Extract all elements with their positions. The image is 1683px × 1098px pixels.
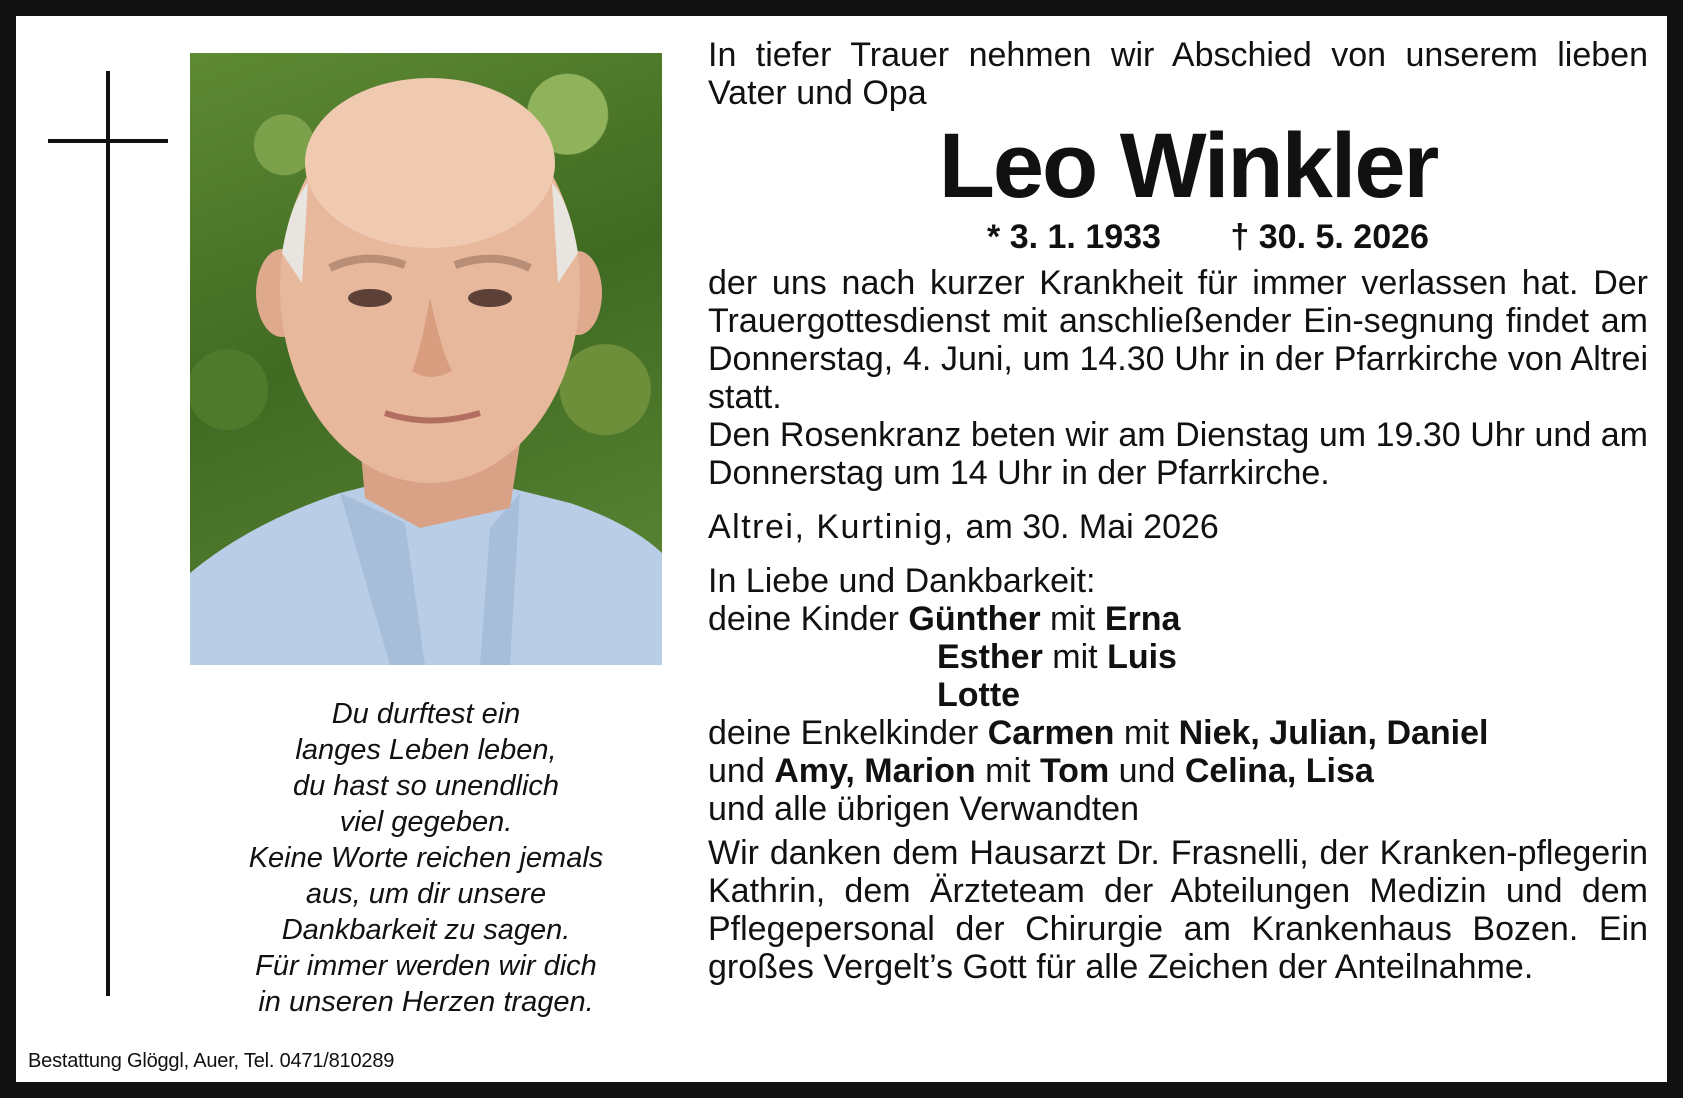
children-line: Esther mit Luis: [937, 638, 1177, 676]
children-line: deine Kinder Günther mit Erna: [708, 600, 1181, 638]
poem-line: Dankbarkeit zu sagen.: [281, 914, 571, 946]
poem-line: Du durftest ein: [331, 698, 521, 730]
poem-line: aus, um dir unsere: [305, 878, 547, 910]
relatives-line: und alle übrigen Verwandten: [708, 790, 1139, 828]
grandchildren-line: und Amy, Marion mit Tom und Celina, Lisa: [708, 752, 1374, 790]
poem-line: viel gegeben.: [339, 806, 513, 838]
place-date: [708, 508, 1648, 546]
thanks-paragraph: Wir danken dem Hausarzt Dr. Frasnelli, der Kranken-pflegerin Kathrin, dem Ärzteteam der Abteilungen Medizin und dem Pflegepersonal der Chirurgie am Krankenhaus Bozen. Ein großes Vergelt’s Gott für alle Zeichen der Anteilnahme.: [708, 834, 1648, 986]
cross-icon-bar: [48, 139, 168, 143]
place: Altrei, Kurtinig,: [708, 508, 955, 546]
poem-line: langes Leben leben,: [295, 734, 557, 766]
mourners-heading: In Liebe und Dankbarkeit:: [708, 562, 1096, 600]
obituary-card: [16, 16, 1667, 1082]
poem-line: Für immer werden wir dich: [255, 950, 597, 982]
mourners-list: [708, 562, 1648, 828]
birth-date: * 3. 1. 1933: [987, 218, 1161, 256]
rosary-paragraph: Den Rosenkranz beten wir am Dienstag um 19.30 Uhr und am Donnerstag um 14 Uhr in der Pfarrkirche.: [708, 416, 1648, 492]
cross-icon: [106, 71, 110, 996]
death-date: † 30. 5. 2026: [1230, 218, 1429, 256]
poem-line: Keine Worte reichen jemals: [248, 842, 604, 874]
life-dates: [708, 218, 1648, 256]
date: am 30. Mai 2026: [965, 508, 1219, 546]
deceased-name: Leo Winkler: [938, 115, 1438, 217]
poem: [190, 696, 662, 1020]
portrait-photo: [190, 53, 662, 665]
children-line: Lotte: [937, 676, 1021, 714]
obituary-text: [708, 36, 1648, 986]
announcement-paragraph: der uns nach kurzer Krankheit für immer verlassen hat. Der Trauergottesdienst mit anschließender Ein-segnung findet am Donnerstag, 4. Juni, um 14.30 Uhr in der Pfarrkirche von Altrei statt.: [708, 264, 1648, 416]
intro-text: In tiefer Trauer nehmen wir Abschied von unserem lieben Vater und Opa: [708, 36, 1648, 112]
poem-line: in unseren Herzen tragen.: [258, 986, 594, 1018]
funeral-home-note: Bestattung Glöggl, Auer, Tel. 0471/810289: [28, 1050, 395, 1072]
portrait-illustration: [190, 53, 662, 665]
grandchildren-line: deine Enkelkinder Carmen mit Niek, Julian, Daniel: [708, 714, 1489, 752]
poem-line: du hast so unendlich: [292, 770, 560, 802]
